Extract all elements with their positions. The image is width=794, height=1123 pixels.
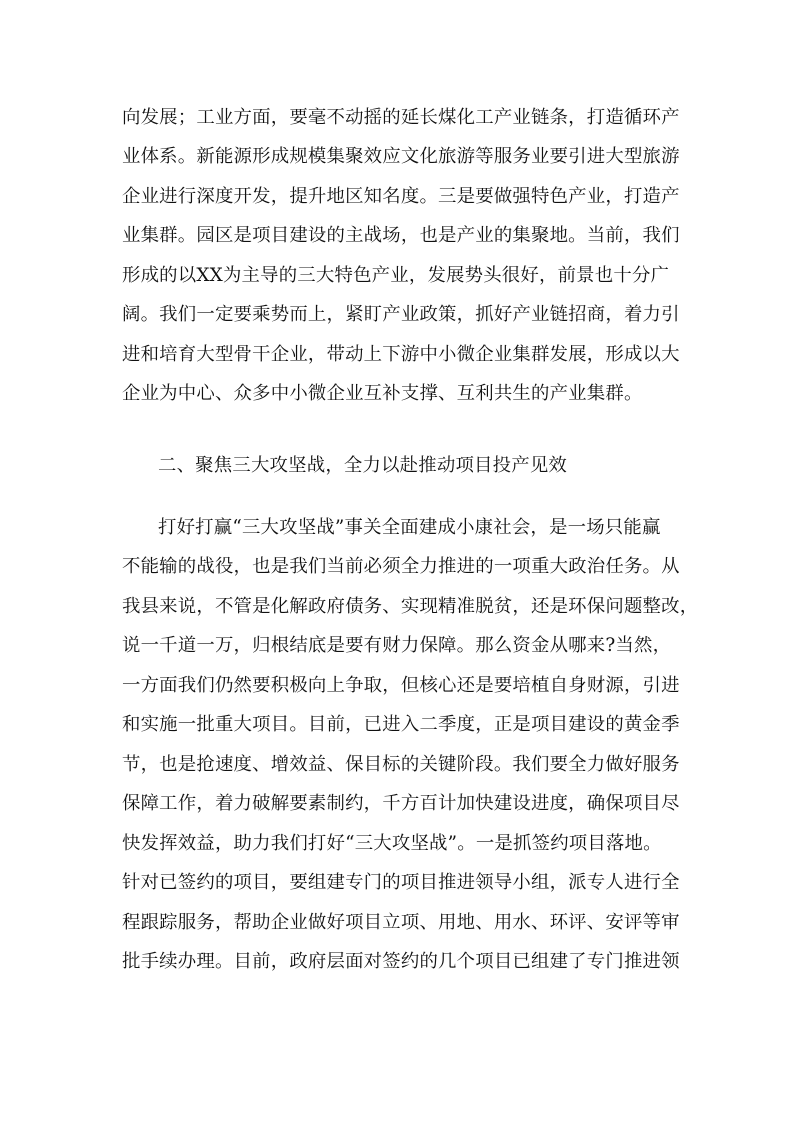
text-line: 保障工作，着力破解要素制约，千方百计加快建设进度，确保项目尽 bbox=[122, 793, 680, 814]
section-heading: 二、聚焦三大攻坚战，全力以赴推动项目投产见效 bbox=[158, 455, 567, 476]
text-line: 阔。我们一定要乘势而上，紧盯产业政策，抓好产业链招商，着力引 bbox=[122, 304, 680, 325]
text-line: 我县来说，不管是化解政府债务、实现精准脱贫，还是环保问题整改， bbox=[122, 596, 699, 617]
text-line: 业集群。园区是项目建设的主战场，也是产业的集聚地。当前，我们 bbox=[122, 225, 680, 246]
text-line: 进和培育大型骨干企业，带动上下游中小微企业集群发展，形成以大 bbox=[122, 344, 680, 365]
text-line: 企业为中心、众多中小微企业互补支撑、互利共生的产业集群。 bbox=[122, 383, 643, 404]
text-line: 一方面我们仍然要积极向上争取，但核心还是要培植自身财源，引进 bbox=[122, 675, 680, 696]
text-line: 说一千道一万，归根结底是要有财力保障。那么资金从哪来?当然， bbox=[122, 635, 672, 656]
text-line: 向发展；工业方面，要毫不动摇的延长煤化工产业链条，打造循环产 bbox=[122, 107, 680, 128]
text-line: 企业进行深度开发，提升地区知名度。三是要做强特色产业，打造产 bbox=[122, 186, 680, 207]
text-line: 程跟踪服务，帮助企业做好项目立项、用地、用水、环评、安评等审 bbox=[122, 912, 680, 933]
text-line: 和实施一批重大项目。目前，已进入二季度，正是项目建设的黄金季 bbox=[122, 714, 680, 735]
text-line: 针对已签约的项目，要组建专门的项目推进领导小组，派专人进行全 bbox=[122, 872, 680, 893]
text-line: 节，也是抢速度、增效益、保目标的关键阶段。我们要全力做好服务 bbox=[122, 754, 680, 775]
text-line: 批手续办理。目前，政府层面对签约的几个项目已组建了专门推进领 bbox=[122, 951, 680, 972]
text-line: 业体系。新能源形成规模集聚效应文化旅游等服务业要引进大型旅游 bbox=[122, 146, 680, 167]
text-line: 不能输的战役，也是我们当前必须全力推进的一项重大政治任务。从 bbox=[122, 556, 680, 577]
text-line: 打好打赢“三大攻坚战”事关全面建成小康社会，是一场只能赢 bbox=[158, 517, 661, 538]
text-line: 快发挥效益，助力我们打好“三大攻坚战”。一是抓签约项目落地。 bbox=[122, 833, 662, 854]
text-line: 形成的以XX为主导的三大特色产业，发展势头很好，前景也十分广 bbox=[122, 265, 670, 286]
